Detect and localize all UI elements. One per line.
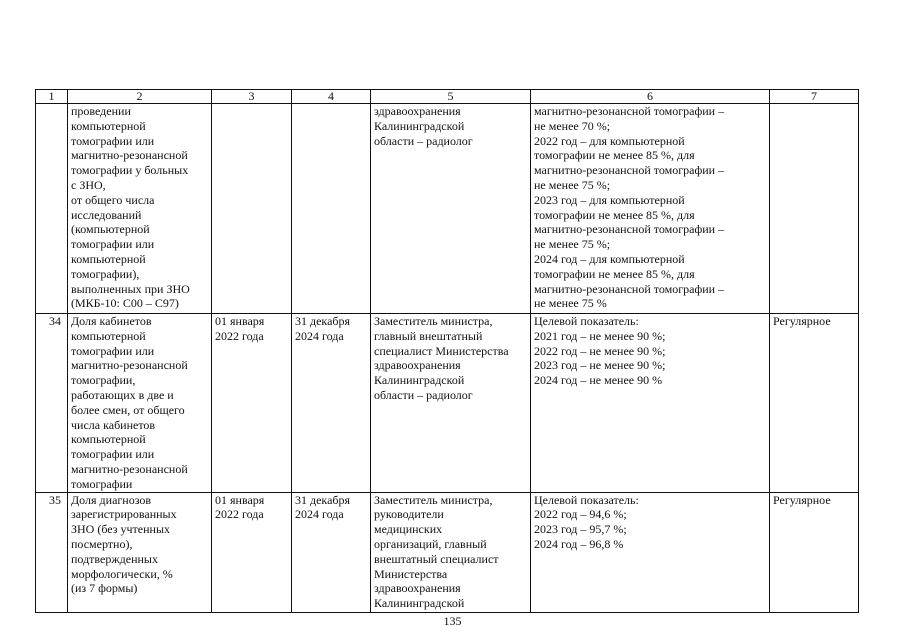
cell-line: не менее 75 %; <box>534 237 611 252</box>
start-date-cell <box>212 314 292 493</box>
cell-line: Целевой показатель: <box>534 492 639 507</box>
period-cell <box>770 314 859 493</box>
cell-line: не менее 75 % <box>534 296 607 311</box>
column-number: 2 <box>68 90 212 104</box>
cell-line: Министерства <box>374 566 448 581</box>
cell-line: 2024 год – не менее 90 % <box>534 373 663 388</box>
column-number-row <box>36 90 859 104</box>
table-row <box>36 492 859 612</box>
cell-line: подтвержденных <box>71 551 158 566</box>
end-date-cell <box>292 492 371 612</box>
cell-line: специалист Министерства <box>374 343 509 358</box>
cell-line: 2024 года <box>295 507 344 522</box>
cell-line: медицинских <box>374 522 443 537</box>
table-row <box>36 104 859 314</box>
cell-line: томографии не менее 85 %, для <box>534 148 695 163</box>
end-date-cell <box>292 104 371 314</box>
column-number: 3 <box>212 90 292 104</box>
cell-line: руководители <box>374 507 444 522</box>
cell-line: магнитно-резонансной <box>71 358 188 373</box>
cell-line: области – радиолог <box>374 387 473 402</box>
cell-line: ЗНО (без учтенных <box>71 522 171 537</box>
cell-line: 2023 год – 95,7 %; <box>534 522 627 537</box>
column-number: 4 <box>292 90 371 104</box>
indicator-cell <box>68 314 212 493</box>
cell-line: от общего числа <box>71 192 155 207</box>
plan-table <box>35 89 859 613</box>
cell-line: зарегистрированных <box>71 507 177 522</box>
cell-line: (из 7 формы) <box>71 581 138 596</box>
cell-line: магнитно-резонансной <box>71 461 188 476</box>
cell-line: посмертно), <box>71 536 133 551</box>
cell-line: организаций, главный <box>374 536 487 551</box>
responsible-cell <box>371 492 531 612</box>
start-date-cell <box>212 492 292 612</box>
cell-line: с ЗНО, <box>71 177 106 192</box>
target-cell <box>531 104 770 314</box>
cell-line: выполненных при ЗНО <box>71 281 190 296</box>
cell-line: 2023 год – для компьютерной <box>534 192 685 207</box>
cell-line: Регулярное <box>773 492 831 507</box>
cell-line: (МКБ-10: С00 – С97) <box>71 296 179 311</box>
column-number: 5 <box>371 90 531 104</box>
cell-line: томографии или <box>71 133 155 148</box>
period-cell <box>770 492 859 612</box>
cell-line: внештатный специалист <box>374 551 499 566</box>
cell-line: магнитно-резонансной томографии – <box>534 222 725 237</box>
cell-line: Калининградской <box>374 373 465 388</box>
indicator-cell <box>68 104 212 314</box>
target-cell <box>531 314 770 493</box>
period-cell <box>770 104 859 314</box>
cell-line: Целевой показатель: <box>534 314 639 328</box>
cell-line: 2022 год – не менее 90 %; <box>534 343 666 358</box>
cell-line: компьютерной <box>71 118 146 133</box>
column-number: 6 <box>531 90 770 104</box>
cell-line: томографии или <box>71 237 155 252</box>
end-date-cell <box>292 314 371 493</box>
column-number: 7 <box>770 90 859 104</box>
cell-line: Доля диагнозов <box>71 492 152 507</box>
cell-line: (компьютерной <box>71 222 150 237</box>
row-number: 34 <box>36 314 68 493</box>
indicator-cell <box>68 492 212 612</box>
cell-line: томографии у больных <box>71 163 189 178</box>
cell-line: магнитно-резонансной томографии – <box>534 281 725 296</box>
cell-line: томографии, <box>71 373 136 388</box>
table-row <box>36 314 859 493</box>
cell-line: магнитно-резонансной <box>71 148 188 163</box>
cell-line: компьютерной <box>71 251 146 266</box>
cell-line: томографии или <box>71 343 155 358</box>
cell-line: здравоохранения <box>374 358 461 373</box>
cell-line: 01 января <box>215 492 265 507</box>
cell-line: области – радиолог <box>374 133 473 148</box>
cell-line: компьютерной <box>71 432 146 447</box>
cell-line: 31 декабря <box>295 314 351 328</box>
cell-line: 2022 год – 94,6 %; <box>534 507 627 522</box>
cell-line: магнитно-резонансной томографии – <box>534 104 725 118</box>
cell-line: томографии не менее 85 %, для <box>534 266 695 281</box>
cell-line: Калининградской <box>374 118 465 133</box>
cell-line: работающих в две и <box>71 387 174 402</box>
cell-line: 01 января <box>215 314 265 328</box>
cell-line: магнитно-резонансной томографии – <box>534 163 725 178</box>
cell-line: 2024 год – 96,8 % <box>534 536 624 551</box>
cell-line: не менее 75 %; <box>534 177 611 192</box>
responsible-cell <box>371 104 531 314</box>
cell-line: здравоохранения <box>374 581 461 596</box>
cell-line: томографии), <box>71 266 140 281</box>
row-number <box>36 104 68 314</box>
cell-line: томографии <box>71 476 133 491</box>
cell-line: 2022 год – для компьютерной <box>534 133 685 148</box>
cell-line: числа кабинетов <box>71 417 156 432</box>
cell-line: проведении <box>71 104 131 118</box>
cell-line: Доля кабинетов <box>71 314 152 328</box>
column-number: 1 <box>36 90 68 104</box>
cell-line: Заместитель министра, <box>374 314 493 328</box>
cell-line: Калининградской <box>374 596 465 611</box>
cell-line: 2022 года <box>215 328 264 343</box>
cell-line: 2021 год – не менее 90 %; <box>534 328 666 343</box>
responsible-cell <box>371 314 531 493</box>
cell-line: 31 декабря <box>295 492 351 507</box>
cell-line: томографии не менее 85 %, для <box>534 207 695 222</box>
cell-line: томографии или <box>71 447 155 462</box>
cell-line: 2024 год – для компьютерной <box>534 251 685 266</box>
page-number: 135 <box>443 614 462 628</box>
cell-line: Регулярное <box>773 314 831 328</box>
cell-line: 2023 год – не менее 90 %; <box>534 358 666 373</box>
cell-line: главный внештатный <box>374 328 483 343</box>
cell-line: 2024 года <box>295 328 344 343</box>
cell-line: исследований <box>71 207 142 222</box>
cell-line: морфологически, % <box>71 566 173 581</box>
cell-line: здравоохранения <box>374 104 461 118</box>
cell-line: не менее 70 %; <box>534 118 611 133</box>
start-date-cell <box>212 104 292 314</box>
cell-line: компьютерной <box>71 328 146 343</box>
cell-line: 2022 года <box>215 507 264 522</box>
cell-line: более смен, от общего <box>71 402 185 417</box>
cell-line: Заместитель министра, <box>374 492 493 507</box>
target-cell <box>531 492 770 612</box>
row-number: 35 <box>36 492 68 612</box>
